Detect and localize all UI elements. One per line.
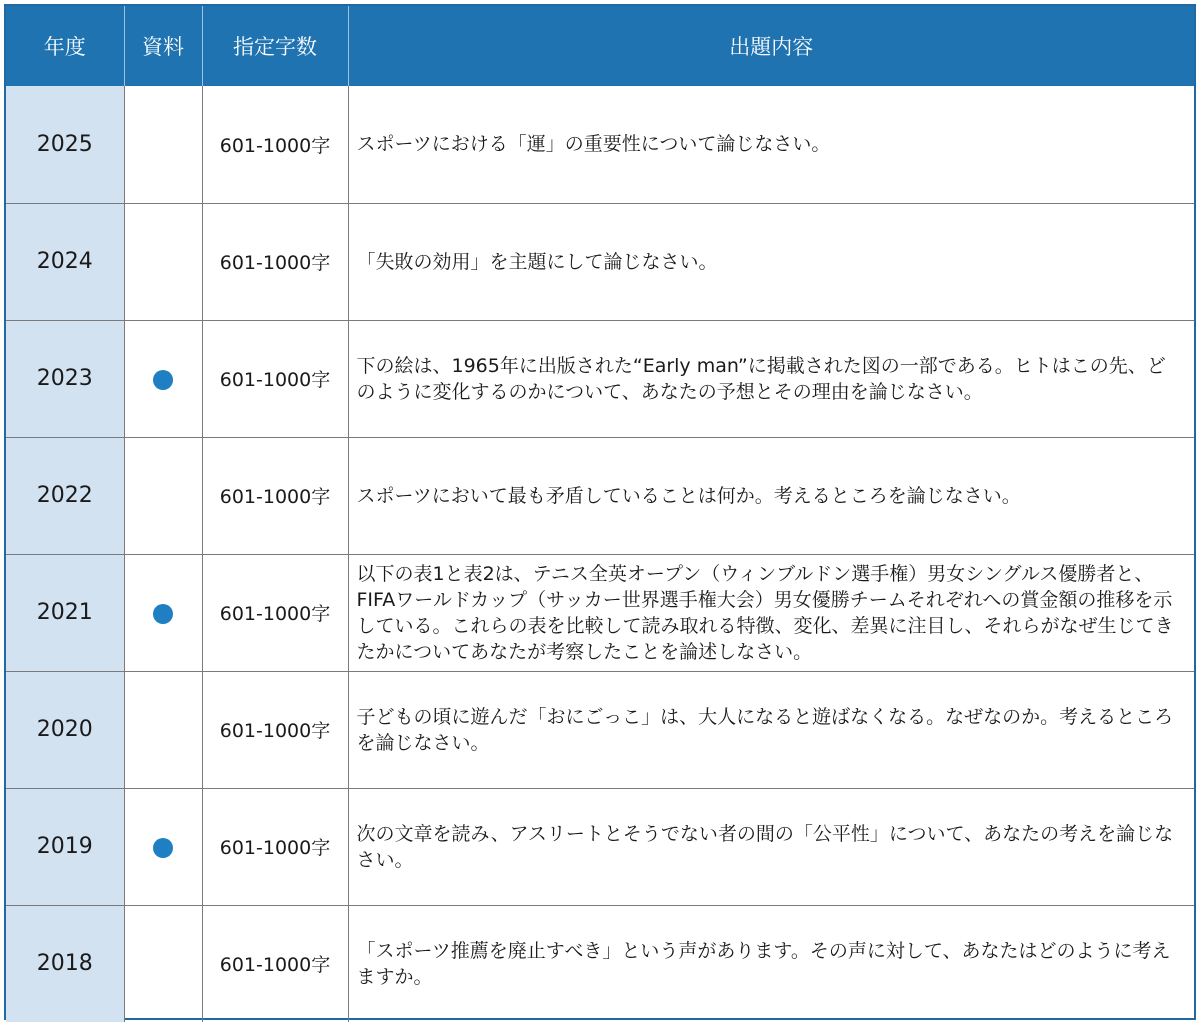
header-year: 年度: [6, 6, 124, 86]
count-cell: 601-1000字: [202, 554, 348, 671]
header-topic: 出題内容: [348, 6, 1194, 86]
material-cell: [124, 320, 202, 437]
topic-cell: 次の文章を読み、アスリートとそうでない者の間の「公平性」について、あなたの考えを論じなさい。: [348, 788, 1194, 905]
count-cell: 601-1000字: [202, 437, 348, 554]
topic-cell: 子どもの頃に遊んだ「おにごっこ」は、大人になると遊ばなくなる。なぜなのか。考えるところを論じなさい。: [348, 671, 1194, 788]
count-cell: 601-1000字: [202, 788, 348, 905]
count-cell: 601-1000字: [202, 320, 348, 437]
material-cell: [124, 437, 202, 554]
topic-cell: 以下の表1と表2は、テニス全英オープン（ウィンブルドン選手権）男女シングルス優勝者と、FIFAワールドカップ（サッカー世界選手権大会）男女優勝チームそれぞれへの賞金額の推移を示している。これらの表を比較して読み取れる特徴、変化、差異に注目し、それらがなぜ生じてきたかについてあなたが考察したことを論述しなさい。: [348, 554, 1194, 671]
header-material: 資料: [124, 6, 202, 86]
table-row: [6, 788, 1194, 905]
exam-topics-table: [6, 6, 1194, 1022]
year-cell: 2022: [6, 437, 124, 554]
year-cell: 2024: [6, 203, 124, 320]
table-row: [6, 203, 1194, 320]
material-cell: [124, 554, 202, 671]
material-cell: [124, 671, 202, 788]
count-cell: 601-1000字: [202, 203, 348, 320]
year-cell: 2020: [6, 671, 124, 788]
topic-cell: スポーツにおける「運」の重要性について論じなさい。: [348, 86, 1194, 203]
header-row: [6, 6, 1194, 86]
count-cell: 601-1000字: [202, 905, 348, 1022]
table-row: [6, 320, 1194, 437]
material-dot-icon: [153, 838, 173, 858]
table-row: [6, 905, 1194, 1022]
table-row: [6, 437, 1194, 554]
material-cell: [124, 905, 202, 1022]
year-cell: 2019: [6, 788, 124, 905]
material-dot-icon: [153, 604, 173, 624]
topic-cell: 「スポーツ推薦を廃止すべき」という声があります。その声に対して、あなたはどのように考えますか。: [356, 939, 1171, 988]
topic-cell: スポーツにおいて最も矛盾していることは何か。考えるところを論じなさい。: [348, 437, 1194, 554]
count-cell: 601-1000字: [202, 86, 348, 203]
topic-cell: 下の絵は、1965年に出版された“Early man”に掲載された図の一部である。ヒトはこの先、どのように変化するのかについて、あなたの予想とその理由を論じなさい。: [348, 320, 1194, 437]
material-dot-icon: [153, 370, 173, 390]
year-cell: 2025: [6, 86, 124, 203]
year-cell: 2021: [6, 554, 124, 671]
year-cell: 2018: [6, 905, 124, 1022]
year-cell: 2023: [6, 320, 124, 437]
table-row: [6, 671, 1194, 788]
exam-topics-table-container: [4, 4, 1196, 1020]
material-cell: [124, 788, 202, 905]
material-cell: [124, 203, 202, 320]
topic-cell: 「失敗の効用」を主題にして論じなさい。: [348, 203, 1194, 320]
table-row: [6, 86, 1194, 203]
material-cell: [124, 86, 202, 203]
table-row: [6, 554, 1194, 671]
count-cell: 601-1000字: [202, 671, 348, 788]
header-count: 指定字数: [202, 6, 348, 86]
